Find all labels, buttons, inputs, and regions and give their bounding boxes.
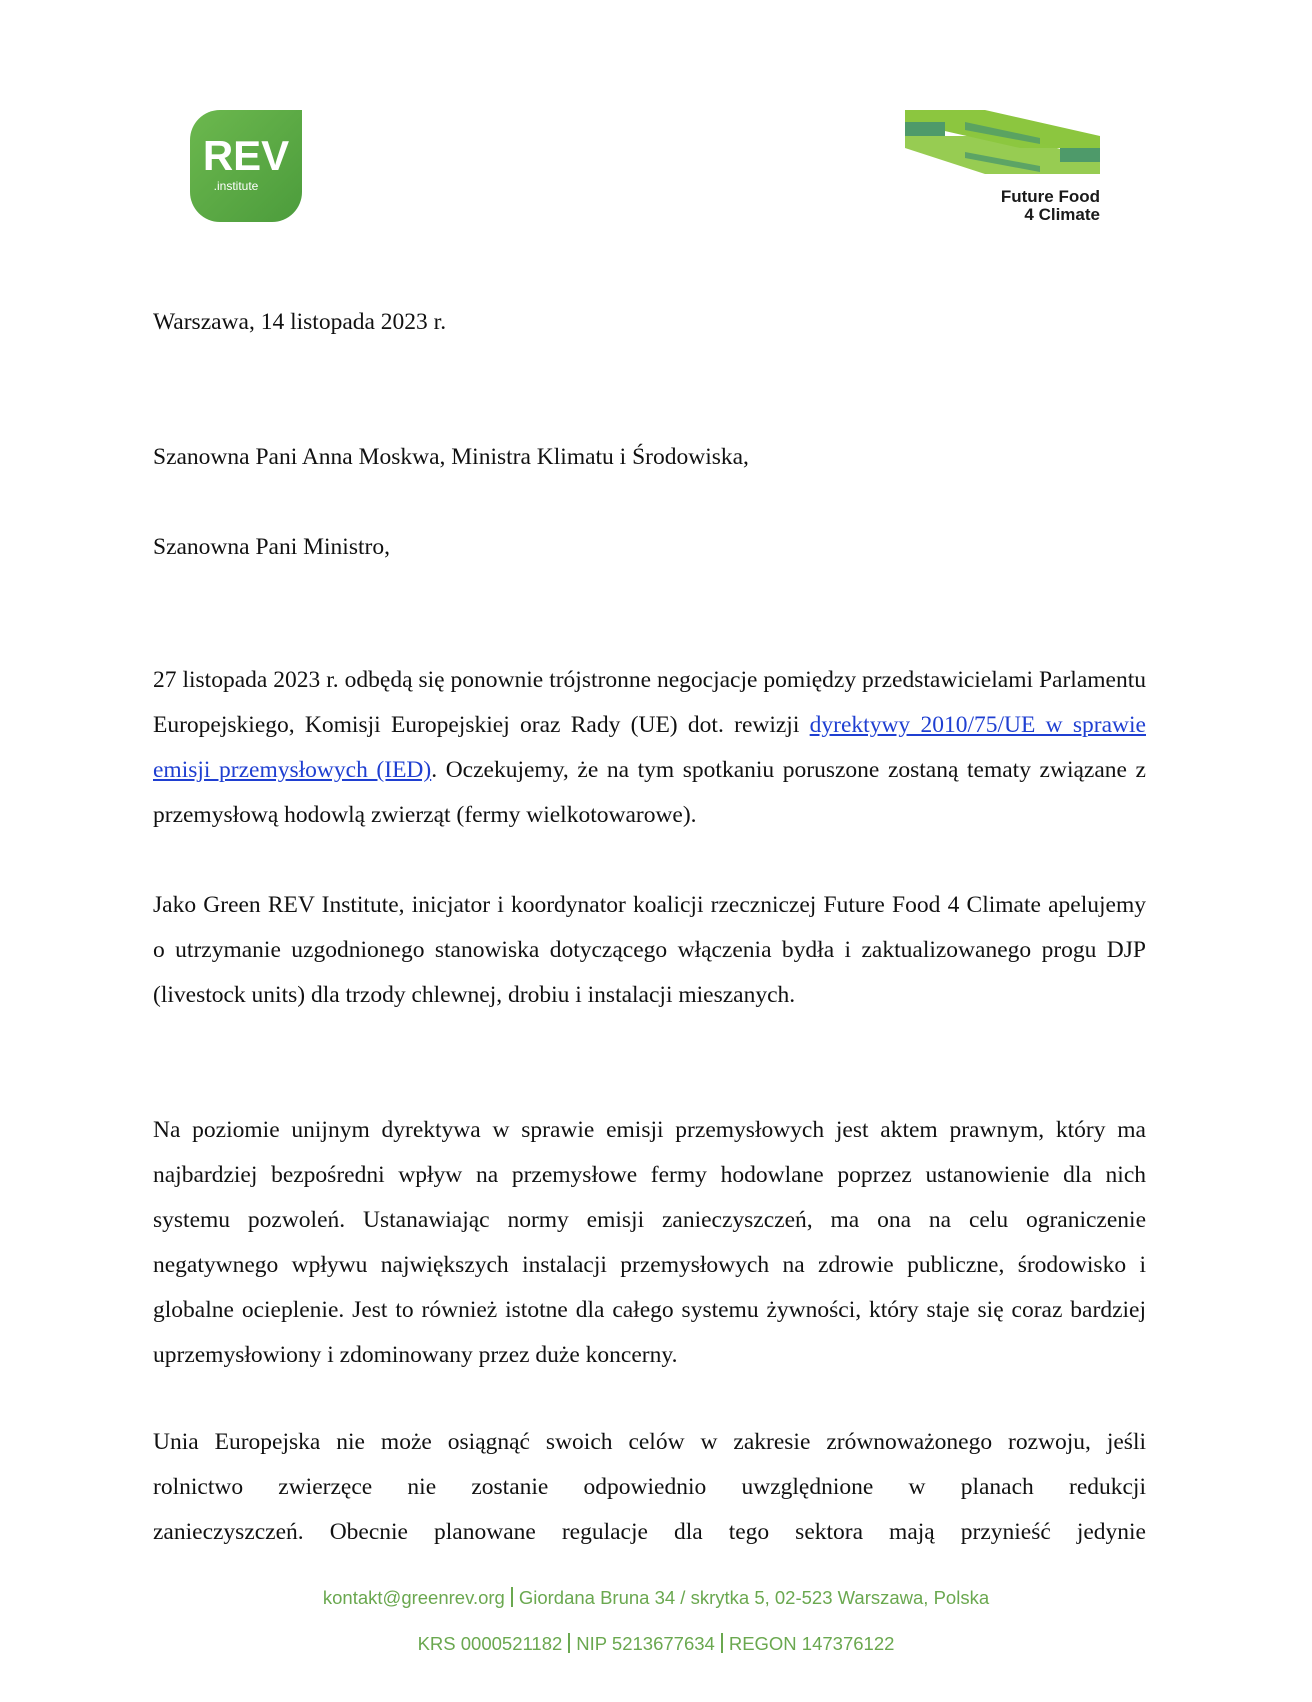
- ff-logo-line2: 4 Climate: [1024, 205, 1100, 224]
- footer-separator: [721, 1633, 723, 1653]
- paragraph-directive-impact: Na poziomie unijnym dyrektywa w sprawie emisji przemysłowych jest aktem prawnym, który ma najbardziej bezpośredni wpływ na przemysłowe fermy hodowlane poprzez ustanowienie dla nich systemu pozwoleń. Ustanawiając normy emisji zanieczyszczeń, ma ona na celu ograniczenie negatywnego wpływu największych instalacji przemysłowych na zdrowie publiczne, środowisko i globalne ocieplenie. Jest to również istotne dla całego systemu żywności, który staje się coraz bardziej uprzemysłowiony i zdominowany przez duże koncerny.: [153, 1117, 1146, 1368]
- footer-email[interactable]: kontakt@greenrev.org: [322, 1587, 505, 1608]
- rev-institute-logo: [190, 110, 302, 222]
- footer-regon: REGON 147376122: [728, 1633, 895, 1654]
- letter-date: Warszawa, 14 listopada 2023 r.: [153, 309, 447, 335]
- footer-krs: KRS 0000521182: [417, 1633, 563, 1654]
- ff-ribbon-icon: [905, 108, 1100, 188]
- footer-separator: [511, 1587, 513, 1607]
- p4-line-1: Unia Europejska nie może osiągnąć swoich celów w zakresie zrównoważonego rozwoju, jeśli: [153, 1429, 1146, 1455]
- letter-salutation: Szanowna Pani Ministro,: [153, 534, 390, 560]
- letter-recipient: Szanowna Pani Anna Moskwa, Ministra Klimatu i Środowiska,: [153, 444, 749, 470]
- future-food-4-climate-logo: [905, 108, 1100, 228]
- rev-logo-subtitle: .institute: [213, 179, 259, 193]
- p1-text-after: . Oczekujemy, że na tym spotkaniu poruszone zostaną tematy związane z przemysłową hodowlą zwierząt (fermy wielkotowarowe).: [153, 757, 1146, 828]
- footer-registry: [0, 1631, 1312, 1657]
- ied-directive-link[interactable]: dyrektywy 2010/75/UE w sprawie emisji przemysłowych (IED): [153, 712, 1146, 783]
- paragraph-eu-goals: [153, 1420, 1146, 1555]
- p1-text-before: 27 listopada 2023 r. odbędą się ponownie trójstronne negocjacje pomiędzy przedstawicielami Parlamentu Europejskiego, Komisji Europejskiej oraz Rady (UE) dot. rewizji: [153, 667, 1146, 738]
- rev-logo-title: REV: [202, 132, 290, 179]
- footer-separator: [568, 1633, 570, 1653]
- p4-line-3: zanieczyszczeń. Obecnie planowane regulacje dla tego sektora mają przynieść jedynie: [153, 1519, 1146, 1545]
- paragraph-negotiations: [153, 658, 1146, 838]
- ff-logo-line1: Future Food: [1000, 187, 1100, 206]
- footer-contact: [0, 1585, 1312, 1611]
- footer-nip: NIP 5213677634: [576, 1633, 715, 1654]
- footer-address: Giordana Bruna 34 / skrytka 5, 02-523 Warszawa, Polska: [518, 1587, 990, 1608]
- paragraph-appeal: Jako Green REV Institute, inicjator i koordynator koalicji rzeczniczej Future Food 4 Climate apelujemy o utrzymanie uzgodnionego stanowiska dotyczącego włączenia bydła i zaktualizowanego progu DJP (livestock units) dla trzody chlewnej, drobiu i instalacji mieszanych.: [153, 892, 1146, 1008]
- p4-line-2: rolnictwo zwierzęce nie zostanie odpowiednio uwzględnione w planach redukcji: [153, 1474, 1146, 1500]
